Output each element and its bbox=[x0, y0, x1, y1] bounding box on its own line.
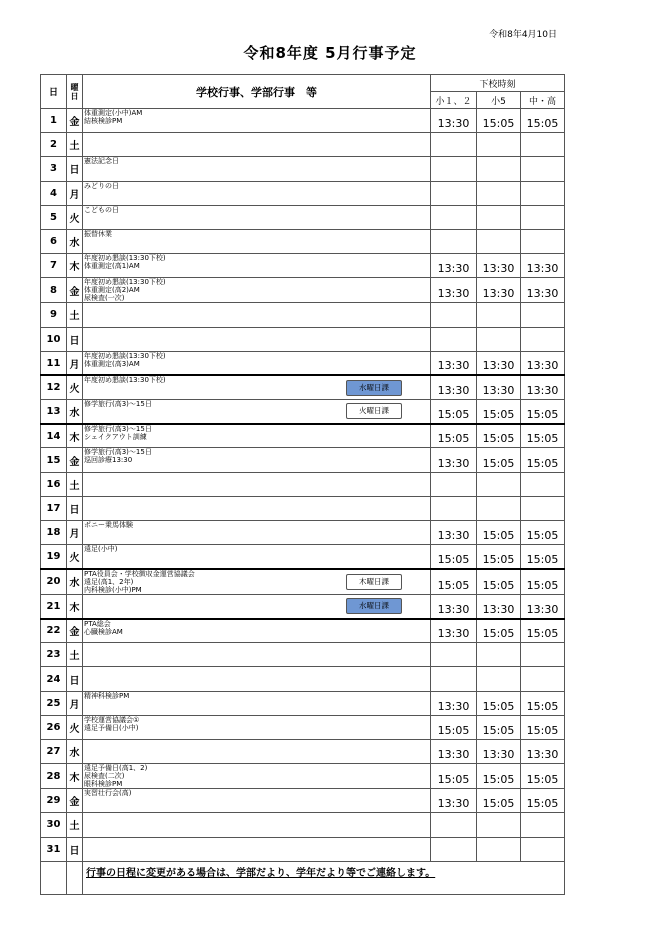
event-line: 年度初め懇談(13:30下校) bbox=[84, 351, 166, 360]
event-cell bbox=[83, 569, 431, 595]
schedule-row bbox=[41, 181, 565, 205]
event-line: 体重測定(高1)AM bbox=[84, 262, 140, 271]
event-line: 学校運営協議会① bbox=[84, 715, 140, 724]
weekday: 日 bbox=[67, 667, 83, 691]
event-cell bbox=[83, 594, 431, 618]
dismissal-time-elem12: 15:05 bbox=[431, 764, 477, 789]
weekday: 月 bbox=[67, 351, 83, 375]
event-line: 眼科検診PM bbox=[84, 780, 123, 789]
dismissal-time-jh-hs: 15:05 bbox=[521, 109, 565, 133]
dismissal-time-elem12: 13:30 bbox=[431, 254, 477, 278]
event-cell bbox=[83, 764, 431, 789]
schedule-row bbox=[41, 813, 565, 837]
schedule-pattern-badge: 水曜日課 bbox=[346, 598, 402, 614]
day-number: 5 bbox=[41, 205, 67, 229]
event-line: PTA総会 bbox=[84, 619, 111, 628]
event-line: 巡回診療13:30 bbox=[84, 456, 133, 465]
schedule-row bbox=[41, 472, 565, 496]
event-cell bbox=[83, 813, 431, 837]
schedule-row bbox=[41, 691, 565, 715]
day-number: 21 bbox=[41, 594, 67, 618]
schedule-pattern-badge: 水曜日課 bbox=[346, 380, 402, 396]
event-cell bbox=[83, 229, 431, 253]
dismissal-time-elem5: 15:05 bbox=[477, 691, 521, 715]
header-col-jh-hs: 中・高 bbox=[521, 92, 565, 109]
dismissal-time-jh-hs bbox=[521, 327, 565, 351]
dismissal-time-jh-hs: 15:05 bbox=[521, 521, 565, 545]
weekday: 日 bbox=[67, 837, 83, 861]
weekday: 月 bbox=[67, 521, 83, 545]
schedule-row bbox=[41, 521, 565, 545]
issue-date: 令和8年4月10日 bbox=[489, 30, 557, 40]
event-line: シェイクアウト訓練 bbox=[84, 432, 147, 441]
event-cell bbox=[83, 133, 431, 157]
dismissal-time-elem12 bbox=[431, 303, 477, 327]
event-cell bbox=[83, 375, 431, 399]
event-cell bbox=[83, 472, 431, 496]
day-number: 9 bbox=[41, 303, 67, 327]
dismissal-time-elem12 bbox=[431, 667, 477, 691]
day-number: 1 bbox=[41, 109, 67, 133]
day-number: 10 bbox=[41, 327, 67, 351]
dismissal-time-jh-hs: 13:30 bbox=[521, 278, 565, 303]
event-line: 尿検査(二次) bbox=[84, 772, 125, 781]
event-cell bbox=[83, 837, 431, 861]
dismissal-time-jh-hs bbox=[521, 472, 565, 496]
dismissal-time-elem12 bbox=[431, 837, 477, 861]
dismissal-time-elem5 bbox=[477, 205, 521, 229]
dismissal-time-elem5: 13:30 bbox=[477, 278, 521, 303]
event-cell bbox=[83, 205, 431, 229]
schedule-row bbox=[41, 569, 565, 595]
header-day: 日 bbox=[41, 75, 67, 109]
dismissal-time-elem5: 15:05 bbox=[477, 545, 521, 569]
dismissal-time-jh-hs: 15:05 bbox=[521, 715, 565, 739]
event-line: 体重測定(小中)AM bbox=[84, 109, 143, 117]
dismissal-time-elem12 bbox=[431, 181, 477, 205]
dismissal-time-elem12: 13:30 bbox=[431, 740, 477, 764]
dismissal-time-jh-hs bbox=[521, 181, 565, 205]
dismissal-time-elem5 bbox=[477, 157, 521, 181]
dismissal-time-elem5 bbox=[477, 133, 521, 157]
event-line: 年度初め懇談(13:30下校) bbox=[84, 376, 166, 385]
schedule-row bbox=[41, 400, 565, 424]
day-number: 24 bbox=[41, 667, 67, 691]
event-cell bbox=[83, 278, 431, 303]
page-title: 令和8年度 5月行事予定 bbox=[243, 44, 417, 62]
dismissal-time-elem5 bbox=[477, 303, 521, 327]
weekday: 土 bbox=[67, 472, 83, 496]
day-number: 22 bbox=[41, 619, 67, 643]
dismissal-time-elem12: 15:05 bbox=[431, 545, 477, 569]
schedule-row bbox=[41, 229, 565, 253]
dismissal-time-jh-hs bbox=[521, 205, 565, 229]
weekday: 日 bbox=[67, 327, 83, 351]
event-line: みどりの日 bbox=[84, 181, 119, 190]
event-cell bbox=[83, 327, 431, 351]
day-number: 18 bbox=[41, 521, 67, 545]
weekday: 金 bbox=[67, 109, 83, 133]
schedule-row bbox=[41, 424, 565, 448]
dismissal-time-elem12 bbox=[431, 157, 477, 181]
event-line: 遠足(高1、2年) bbox=[84, 577, 134, 586]
dismissal-time-jh-hs: 13:30 bbox=[521, 254, 565, 278]
schedule-row bbox=[41, 643, 565, 667]
event-cell bbox=[83, 448, 431, 472]
event-line: 体重測定(高2)AM bbox=[84, 286, 140, 295]
dismissal-time-jh-hs bbox=[521, 813, 565, 837]
schedule-row bbox=[41, 351, 565, 375]
weekday: 火 bbox=[67, 375, 83, 399]
event-cell bbox=[83, 740, 431, 764]
weekday: 水 bbox=[67, 400, 83, 424]
footer-note: 行事の日程に変更がある場合は、学部だより、学年だより等でご連絡します。 bbox=[83, 861, 565, 894]
day-number: 20 bbox=[41, 569, 67, 595]
weekday: 土 bbox=[67, 643, 83, 667]
dismissal-time-jh-hs: 15:05 bbox=[521, 545, 565, 569]
dismissal-time-jh-hs: 15:05 bbox=[521, 448, 565, 472]
weekday: 土 bbox=[67, 133, 83, 157]
header-events: 学校行事、学部行事 等 bbox=[83, 75, 431, 109]
dismissal-time-elem5: 15:05 bbox=[477, 764, 521, 789]
dismissal-time-elem12: 13:30 bbox=[431, 619, 477, 643]
dismissal-time-elem5: 15:05 bbox=[477, 109, 521, 133]
dismissal-time-elem5: 13:30 bbox=[477, 351, 521, 375]
schedule-row bbox=[41, 837, 565, 861]
dismissal-time-jh-hs bbox=[521, 229, 565, 253]
footer-empty-day bbox=[41, 861, 67, 894]
event-cell bbox=[83, 545, 431, 569]
schedule-row bbox=[41, 740, 565, 764]
schedule-row bbox=[41, 303, 565, 327]
weekday: 木 bbox=[67, 594, 83, 618]
event-cell bbox=[83, 521, 431, 545]
weekday: 金 bbox=[67, 619, 83, 643]
event-line: 修学旅行(高3)～15日 bbox=[84, 400, 152, 409]
day-number: 6 bbox=[41, 229, 67, 253]
dismissal-time-jh-hs: 13:30 bbox=[521, 375, 565, 399]
event-cell bbox=[83, 181, 431, 205]
weekday: 月 bbox=[67, 181, 83, 205]
event-line: 遠足予備日(高1、2) bbox=[84, 764, 148, 773]
footer-empty-weekday bbox=[67, 861, 83, 894]
header-dismissal-time: 下校時刻 bbox=[431, 75, 565, 92]
dismissal-time-jh-hs: 15:05 bbox=[521, 789, 565, 813]
day-number: 15 bbox=[41, 448, 67, 472]
dismissal-time-elem12: 13:30 bbox=[431, 375, 477, 399]
event-cell bbox=[83, 715, 431, 739]
dismissal-time-jh-hs: 13:30 bbox=[521, 740, 565, 764]
schedule-table-container bbox=[40, 74, 564, 895]
dismissal-time-jh-hs: 15:05 bbox=[521, 764, 565, 789]
event-line: 結核検診PM bbox=[84, 117, 123, 125]
weekday: 土 bbox=[67, 813, 83, 837]
schedule-row bbox=[41, 157, 565, 181]
dismissal-time-jh-hs bbox=[521, 303, 565, 327]
schedule-row bbox=[41, 594, 565, 618]
schedule-row bbox=[41, 764, 565, 789]
event-line: 内科検診(小中)PM bbox=[84, 585, 142, 594]
weekday: 日 bbox=[67, 496, 83, 520]
event-line: 振替休業 bbox=[84, 229, 112, 238]
dismissal-time-elem5 bbox=[477, 813, 521, 837]
day-number: 19 bbox=[41, 545, 67, 569]
dismissal-time-jh-hs: 13:30 bbox=[521, 594, 565, 618]
dismissal-time-elem5 bbox=[477, 229, 521, 253]
schedule-row bbox=[41, 619, 565, 643]
event-cell bbox=[83, 303, 431, 327]
dismissal-time-elem12: 15:05 bbox=[431, 424, 477, 448]
dismissal-time-elem12 bbox=[431, 133, 477, 157]
day-number: 25 bbox=[41, 691, 67, 715]
weekday: 水 bbox=[67, 229, 83, 253]
event-cell bbox=[83, 496, 431, 520]
event-line: 年度初め懇談(13:30下校) bbox=[84, 278, 166, 287]
dismissal-time-elem12: 13:30 bbox=[431, 521, 477, 545]
dismissal-time-elem5: 15:05 bbox=[477, 424, 521, 448]
dismissal-time-elem12: 13:30 bbox=[431, 448, 477, 472]
event-line: 遠足予備日(小中) bbox=[84, 723, 139, 732]
dismissal-time-elem12 bbox=[431, 205, 477, 229]
header-col-elem12: 小１、２ bbox=[431, 92, 477, 109]
event-line: 修学旅行(高3)～15日 bbox=[84, 448, 152, 457]
schedule-row bbox=[41, 278, 565, 303]
dismissal-time-elem12: 13:30 bbox=[431, 278, 477, 303]
dismissal-time-elem12: 13:30 bbox=[431, 691, 477, 715]
schedule-row bbox=[41, 375, 565, 399]
dismissal-time-elem5: 15:05 bbox=[477, 619, 521, 643]
dismissal-time-elem5: 13:30 bbox=[477, 594, 521, 618]
day-number: 13 bbox=[41, 400, 67, 424]
weekday: 木 bbox=[67, 254, 83, 278]
weekday: 金 bbox=[67, 278, 83, 303]
weekday: 木 bbox=[67, 764, 83, 789]
schedule-row bbox=[41, 448, 565, 472]
event-line: PTA役員会・学校徴収金運営協議会 bbox=[84, 569, 195, 578]
weekday: 日 bbox=[67, 157, 83, 181]
dismissal-time-elem5 bbox=[477, 643, 521, 667]
dismissal-time-elem12: 15:05 bbox=[431, 400, 477, 424]
event-cell bbox=[83, 400, 431, 424]
schedule-row bbox=[41, 327, 565, 351]
dismissal-time-elem5 bbox=[477, 667, 521, 691]
day-number: 2 bbox=[41, 133, 67, 157]
day-number: 3 bbox=[41, 157, 67, 181]
dismissal-time-elem5: 15:05 bbox=[477, 569, 521, 595]
day-number: 17 bbox=[41, 496, 67, 520]
dismissal-time-elem12 bbox=[431, 813, 477, 837]
event-cell bbox=[83, 109, 431, 133]
dismissal-time-elem12: 13:30 bbox=[431, 351, 477, 375]
event-line: 年度初め懇談(13:30下校) bbox=[84, 254, 166, 263]
dismissal-time-elem12 bbox=[431, 229, 477, 253]
weekday: 水 bbox=[67, 740, 83, 764]
schedule-pattern-badge: 木曜日課 bbox=[346, 574, 402, 590]
event-cell bbox=[83, 424, 431, 448]
dismissal-time-jh-hs: 13:30 bbox=[521, 351, 565, 375]
day-number: 28 bbox=[41, 764, 67, 789]
dismissal-time-elem12: 15:05 bbox=[431, 715, 477, 739]
dismissal-time-elem5 bbox=[477, 496, 521, 520]
weekday: 金 bbox=[67, 789, 83, 813]
day-number: 29 bbox=[41, 789, 67, 813]
day-number: 8 bbox=[41, 278, 67, 303]
event-cell bbox=[83, 667, 431, 691]
event-cell bbox=[83, 157, 431, 181]
dismissal-time-elem5: 13:30 bbox=[477, 740, 521, 764]
schedule-row bbox=[41, 545, 565, 569]
day-number: 12 bbox=[41, 375, 67, 399]
dismissal-time-jh-hs bbox=[521, 667, 565, 691]
dismissal-time-jh-hs bbox=[521, 643, 565, 667]
dismissal-time-elem5 bbox=[477, 181, 521, 205]
schedule-row bbox=[41, 133, 565, 157]
schedule-row bbox=[41, 496, 565, 520]
schedule-row bbox=[41, 109, 565, 133]
weekday: 金 bbox=[67, 448, 83, 472]
schedule-row bbox=[41, 715, 565, 739]
day-number: 14 bbox=[41, 424, 67, 448]
event-line: 実習壮行会(高) bbox=[84, 789, 132, 798]
dismissal-time-elem5: 15:05 bbox=[477, 400, 521, 424]
header-col-elem5: 小5 bbox=[477, 92, 521, 109]
schedule-table bbox=[40, 74, 565, 895]
event-line: 心臓検診AM bbox=[84, 627, 123, 636]
event-cell bbox=[83, 619, 431, 643]
day-number: 31 bbox=[41, 837, 67, 861]
day-number: 27 bbox=[41, 740, 67, 764]
dismissal-time-jh-hs: 15:05 bbox=[521, 691, 565, 715]
event-line: ポニー乗馬体験 bbox=[84, 521, 133, 529]
dismissal-time-elem5 bbox=[477, 327, 521, 351]
event-cell bbox=[83, 643, 431, 667]
schedule-row bbox=[41, 789, 565, 813]
schedule-row bbox=[41, 205, 565, 229]
dismissal-time-elem5: 15:05 bbox=[477, 448, 521, 472]
dismissal-time-elem12 bbox=[431, 496, 477, 520]
dismissal-time-elem5: 15:05 bbox=[477, 715, 521, 739]
dismissal-time-elem5: 13:30 bbox=[477, 375, 521, 399]
dismissal-time-elem12 bbox=[431, 327, 477, 351]
dismissal-time-jh-hs: 15:05 bbox=[521, 424, 565, 448]
weekday: 火 bbox=[67, 205, 83, 229]
dismissal-time-jh-hs: 15:05 bbox=[521, 400, 565, 424]
event-line: 遠足(小中) bbox=[84, 545, 118, 554]
weekday: 木 bbox=[67, 424, 83, 448]
dismissal-time-elem12: 13:30 bbox=[431, 109, 477, 133]
day-number: 4 bbox=[41, 181, 67, 205]
weekday: 月 bbox=[67, 691, 83, 715]
day-number: 16 bbox=[41, 472, 67, 496]
event-line: 修学旅行(高3)～15日 bbox=[84, 424, 152, 433]
event-line: 尿検査(一次) bbox=[84, 294, 125, 303]
schedule-row bbox=[41, 254, 565, 278]
event-cell bbox=[83, 351, 431, 375]
schedule-pattern-badge: 火曜日課 bbox=[346, 403, 402, 419]
dismissal-time-elem5: 15:05 bbox=[477, 521, 521, 545]
event-cell bbox=[83, 789, 431, 813]
dismissal-time-jh-hs bbox=[521, 496, 565, 520]
header-weekday: 曜日 bbox=[67, 75, 83, 109]
event-cell bbox=[83, 691, 431, 715]
dismissal-time-jh-hs bbox=[521, 157, 565, 181]
weekday: 火 bbox=[67, 545, 83, 569]
schedule-body bbox=[41, 109, 565, 862]
event-line: 体重測定(高3)AM bbox=[84, 359, 140, 368]
weekday: 火 bbox=[67, 715, 83, 739]
dismissal-time-elem5 bbox=[477, 837, 521, 861]
day-number: 7 bbox=[41, 254, 67, 278]
event-line: こどもの日 bbox=[84, 205, 119, 214]
dismissal-time-elem5: 15:05 bbox=[477, 789, 521, 813]
event-cell bbox=[83, 254, 431, 278]
dismissal-time-jh-hs bbox=[521, 837, 565, 861]
dismissal-time-elem12 bbox=[431, 643, 477, 667]
dismissal-time-elem5: 13:30 bbox=[477, 254, 521, 278]
dismissal-time-elem12 bbox=[431, 472, 477, 496]
weekday: 土 bbox=[67, 303, 83, 327]
dismissal-time-jh-hs bbox=[521, 133, 565, 157]
dismissal-time-elem12: 15:05 bbox=[431, 569, 477, 595]
dismissal-time-elem12: 13:30 bbox=[431, 594, 477, 618]
dismissal-time-elem12: 13:30 bbox=[431, 789, 477, 813]
event-line: 憲法記念日 bbox=[84, 157, 119, 166]
event-line: 精神科検診PM bbox=[84, 691, 130, 700]
day-number: 11 bbox=[41, 351, 67, 375]
schedule-row bbox=[41, 667, 565, 691]
dismissal-time-elem5 bbox=[477, 472, 521, 496]
weekday: 水 bbox=[67, 569, 83, 595]
day-number: 30 bbox=[41, 813, 67, 837]
day-number: 26 bbox=[41, 715, 67, 739]
dismissal-time-jh-hs: 15:05 bbox=[521, 569, 565, 595]
dismissal-time-jh-hs: 15:05 bbox=[521, 619, 565, 643]
day-number: 23 bbox=[41, 643, 67, 667]
